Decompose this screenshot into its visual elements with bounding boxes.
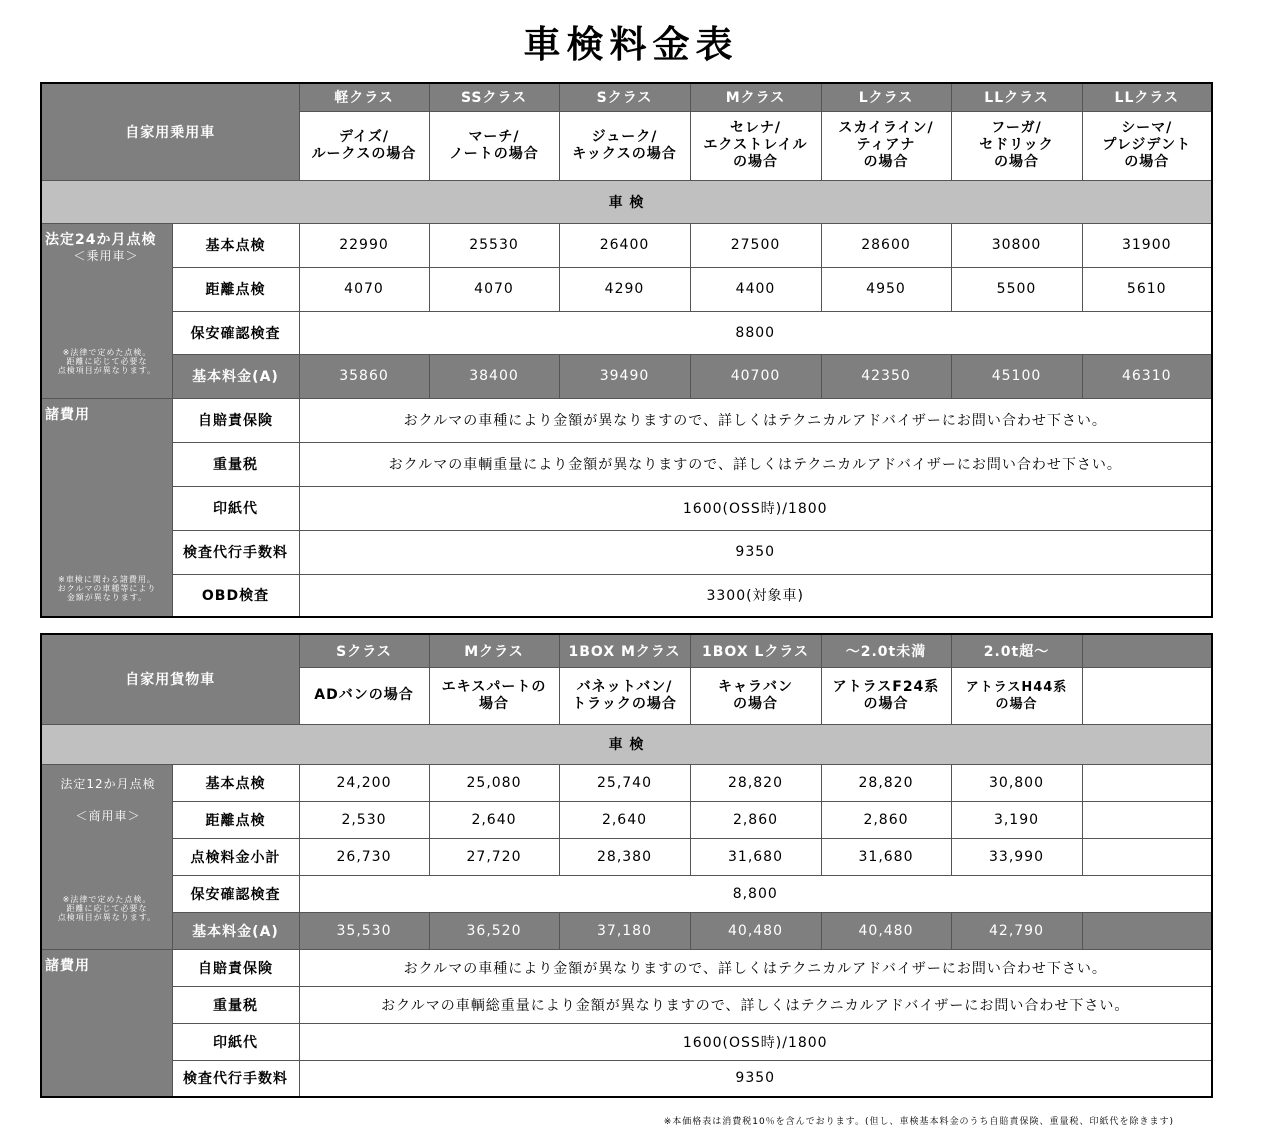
class-header: 1BOX Lクラス xyxy=(690,634,821,667)
price-cell: 2,640 xyxy=(559,801,690,838)
fees-side-panel xyxy=(41,949,172,1097)
cargo-heading: 自家用貨物車 xyxy=(41,634,299,724)
class-header xyxy=(1082,634,1212,667)
base-fee-label: 基本料金(A) xyxy=(172,912,299,949)
price-cell: 26,730 xyxy=(299,838,429,875)
class-header: 軽クラス xyxy=(299,83,429,111)
base-fee-cell: 40,480 xyxy=(821,912,951,949)
class-header: 2.0t超～ xyxy=(951,634,1082,667)
fees-side-title: 諸費用 xyxy=(45,406,90,423)
fee-label: 印紙代 xyxy=(172,486,299,530)
price-cell: 33,990 xyxy=(951,838,1082,875)
row-label: 保安確認検査 xyxy=(172,875,299,912)
price-cell: 25,740 xyxy=(559,764,690,801)
price-cell: 2,860 xyxy=(690,801,821,838)
model-cell: デイズ/ ルークスの場合 xyxy=(299,111,429,180)
model-cell: ADバンの場合 xyxy=(299,667,429,724)
row-label: 基本点検 xyxy=(172,223,299,267)
base-fee-cell: 40,480 xyxy=(690,912,821,949)
price-cell: 30800 xyxy=(951,223,1082,267)
fee-label: 重量税 xyxy=(172,442,299,486)
model-cell xyxy=(1082,667,1212,724)
class-header: SSクラス xyxy=(429,83,559,111)
row-label: 点検料金小計 xyxy=(172,838,299,875)
fee-value: おクルマの車種により金額が異なりますので、詳しくはテクニカルアドバイザーにお問い合わせ下さい。 xyxy=(299,398,1212,442)
safety-check-value: 8,800 xyxy=(299,875,1212,912)
base-fee-cell: 37,180 xyxy=(559,912,690,949)
fee-value: おクルマの車輌総重量により金額が異なりますので、詳しくはテクニカルアドバイザーにお問い合わせ下さい。 xyxy=(299,986,1212,1023)
class-header: Sクラス xyxy=(559,83,690,111)
base-fee-cell: 35860 xyxy=(299,354,429,398)
model-cell: アトラスF24系 の場合 xyxy=(821,667,951,724)
fee-value: 1600(OSS時)/1800 xyxy=(299,486,1212,530)
base-fee-cell: 38400 xyxy=(429,354,559,398)
price-cell: 2,640 xyxy=(429,801,559,838)
fees-side-title: 諸費用 xyxy=(45,957,90,974)
class-header: Mクラス xyxy=(429,634,559,667)
base-fee-cell: 40700 xyxy=(690,354,821,398)
fee-label: 自賠責保険 xyxy=(172,398,299,442)
model-cell: アトラスH44系 の場合 xyxy=(951,667,1082,724)
inspection-side-title: 法定12か月点検 xyxy=(60,776,156,791)
model-cell: キャラバン の場合 xyxy=(690,667,821,724)
base-fee-cell: 45100 xyxy=(951,354,1082,398)
base-fee-cell: 42,790 xyxy=(951,912,1082,949)
row-label: 保安確認検査 xyxy=(172,311,299,354)
price-cell: 4950 xyxy=(821,267,951,311)
price-cell: 28,820 xyxy=(821,764,951,801)
fee-value: 9350 xyxy=(299,1060,1212,1097)
price-cell: 4070 xyxy=(429,267,559,311)
price-cell: 5610 xyxy=(1082,267,1212,311)
price-cell xyxy=(1082,764,1212,801)
inspection-side-note: ※法律で定めた点検。 距離に応じて必要な 点検項目が異なります。 xyxy=(57,894,157,922)
fees-side-note: ※車検に関わる諸費用。 おクルマの車種等により 金額が異なります。 xyxy=(57,574,157,602)
price-cell: 2,530 xyxy=(299,801,429,838)
passenger-price-table xyxy=(40,82,1213,618)
base-fee-cell: 39490 xyxy=(559,354,690,398)
price-cell: 31,680 xyxy=(690,838,821,875)
fee-value: 9350 xyxy=(299,530,1212,574)
inspection-side-note: ※法律で定めた点検。 距離に応じて必要な 点検項目が異なります。 xyxy=(57,347,157,375)
price-cell: 25530 xyxy=(429,223,559,267)
price-cell: 28,820 xyxy=(690,764,821,801)
price-cell: 22990 xyxy=(299,223,429,267)
fee-value: 1600(OSS時)/1800 xyxy=(299,1023,1212,1060)
fee-label: 自賠責保険 xyxy=(172,949,299,986)
inspection-side-title: 法定24か月点検 ＜乗用車＞ xyxy=(45,231,157,263)
price-cell: 26400 xyxy=(559,223,690,267)
price-cell: 4400 xyxy=(690,267,821,311)
base-fee-cell: 46310 xyxy=(1082,354,1212,398)
model-cell: フーガ/ セドリック の場合 xyxy=(951,111,1082,180)
class-header: LLクラス xyxy=(1082,83,1212,111)
base-fee-cell xyxy=(1082,912,1212,949)
price-cell xyxy=(1082,801,1212,838)
fee-value: おクルマの車種により金額が異なりますので、詳しくはテクニカルアドバイザーにお問い合わせ下さい。 xyxy=(299,949,1212,986)
row-label: 距離点検 xyxy=(172,801,299,838)
page-title: 車検料金表 xyxy=(523,23,739,66)
base-fee-cell: 36,520 xyxy=(429,912,559,949)
fee-label: 印紙代 xyxy=(172,1023,299,1060)
class-header: ～2.0t未満 xyxy=(821,634,951,667)
cargo-price-table xyxy=(40,633,1213,1098)
inspection-side-panel xyxy=(41,764,172,949)
fee-label: 検査代行手数料 xyxy=(172,530,299,574)
fees-side-panel xyxy=(41,398,172,617)
row-label: 距離点検 xyxy=(172,267,299,311)
inspection-side-panel xyxy=(41,223,172,398)
section-inspection: 車 検 xyxy=(41,180,1212,223)
fee-value: おクルマの車輌重量により金額が異なりますので、詳しくはテクニカルアドバイザーにお問い合わせ下さい。 xyxy=(299,442,1212,486)
fee-label: 検査代行手数料 xyxy=(172,1060,299,1097)
price-cell: 2,860 xyxy=(821,801,951,838)
fee-value: 3300(対象車) xyxy=(299,574,1212,617)
price-cell: 24,200 xyxy=(299,764,429,801)
base-fee-label: 基本料金(A) xyxy=(172,354,299,398)
class-header: Lクラス xyxy=(821,83,951,111)
model-cell: マーチ/ ノートの場合 xyxy=(429,111,559,180)
row-label: 基本点検 xyxy=(172,764,299,801)
price-cell: 3,190 xyxy=(951,801,1082,838)
section-inspection: 車 検 xyxy=(41,724,1212,764)
model-cell: セレナ/ エクストレイル の場合 xyxy=(690,111,821,180)
model-cell: ジューク/ キックスの場合 xyxy=(559,111,690,180)
class-header: 1BOX Mクラス xyxy=(559,634,690,667)
safety-check-value: 8800 xyxy=(299,311,1212,354)
price-cell: 31,680 xyxy=(821,838,951,875)
model-cell: バネットバン/ トラックの場合 xyxy=(559,667,690,724)
price-cell: 30,800 xyxy=(951,764,1082,801)
class-header: Mクラス xyxy=(690,83,821,111)
inspection-side-sub: ＜商用車＞ xyxy=(75,808,141,823)
passenger-heading: 自家用乗用車 xyxy=(41,83,299,180)
model-cell: スカイライン/ ティアナ の場合 xyxy=(821,111,951,180)
price-cell: 27500 xyxy=(690,223,821,267)
base-fee-cell: 35,530 xyxy=(299,912,429,949)
price-cell: 28600 xyxy=(821,223,951,267)
base-fee-cell: 42350 xyxy=(821,354,951,398)
class-header: LLクラス xyxy=(951,83,1082,111)
price-cell: 31900 xyxy=(1082,223,1212,267)
price-cell: 5500 xyxy=(951,267,1082,311)
price-cell: 4070 xyxy=(299,267,429,311)
price-cell: 25,080 xyxy=(429,764,559,801)
model-cell: エキスパートの 場合 xyxy=(429,667,559,724)
price-cell: 27,720 xyxy=(429,838,559,875)
model-cell: シーマ/ プレジデント の場合 xyxy=(1082,111,1212,180)
price-cell xyxy=(1082,838,1212,875)
tax-footnote: ※本価格表は消費税10％を含んでおります。(但し、車検基本料金のうち自賠責保険、重量税、印紙代を除きます) xyxy=(663,1117,1174,1127)
price-cell: 4290 xyxy=(559,267,690,311)
price-cell: 28,380 xyxy=(559,838,690,875)
class-header: Sクラス xyxy=(299,634,429,667)
fee-label: 重量税 xyxy=(172,986,299,1023)
fee-label: OBD検査 xyxy=(172,574,299,617)
